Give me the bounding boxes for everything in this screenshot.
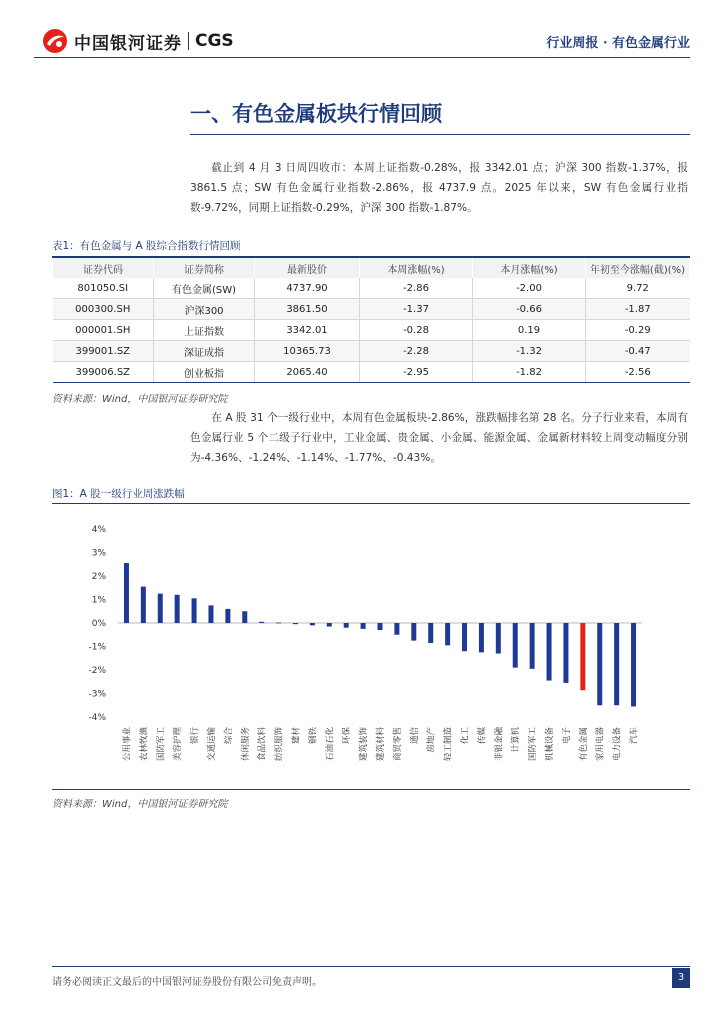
summary-paragraph: 截止到 4 月 3 日周四收市：本周上证指数-0.28%，报 3342.01 点；沪深 300 指数-1.37%，报 3861.5 点；SW 有色金属行业指数-2.86%，报 4737.9 点。2025 年以来，SW 有色金属行业指数-9.72%，同期上证指数-0.29%，沪深 300 指数-1.87%。 [190, 162, 688, 214]
table-cell: 深证成指 [154, 341, 255, 362]
chart-bar [361, 623, 366, 629]
table-cell: -2.56 [586, 362, 690, 383]
x-tick-label: 轻工制造 [443, 727, 454, 762]
chart-bar [513, 623, 518, 668]
page-number: 3 [672, 968, 690, 988]
x-tick-label: 非银金融 [494, 727, 505, 762]
logo-chinese-name: 中国银河证券 [74, 33, 182, 54]
table-cell: -1.82 [473, 362, 586, 383]
y-tick-label: 3% [91, 548, 106, 559]
table-cell: -2.28 [360, 341, 473, 362]
y-tick-label: -2% [88, 666, 106, 676]
table-cell: 801050.SI [53, 278, 154, 299]
table-cell: 3861.50 [255, 299, 360, 320]
table-cell: -0.29 [586, 320, 690, 341]
chart-bar [124, 563, 129, 623]
chart-bar [310, 623, 315, 625]
x-tick-label: 汽车 [629, 727, 640, 745]
table-cell: 0.19 [473, 320, 586, 341]
x-tick-label: 交通运输 [206, 727, 217, 762]
y-tick-label: 1% [91, 595, 106, 606]
chart-bar [547, 623, 552, 681]
y-tick-label: -1% [88, 642, 106, 653]
table-row [53, 362, 690, 383]
x-tick-label: 商贸零售 [392, 727, 403, 762]
chart-bar [411, 623, 416, 641]
x-tick-label: 建筑材料 [376, 727, 386, 762]
figure-caption: 图1：A 股一级行业周涨跌幅 [52, 488, 185, 500]
table-cell: -0.66 [473, 299, 586, 320]
x-tick-label: 通信 [409, 727, 420, 745]
figure-source: 资料来源：Wind，中国银河证券研究院 [52, 799, 228, 810]
table-cell: -1.32 [473, 341, 586, 362]
x-tick-label: 房地产 [426, 727, 437, 753]
x-tick-label: 纺织服饰 [274, 727, 285, 762]
x-tick-label: 国防军工 [156, 727, 167, 762]
table-cell: 4737.90 [255, 278, 360, 299]
chart-bar [141, 587, 146, 623]
figure-top-rule [52, 503, 690, 504]
chart-bar [158, 594, 163, 623]
chart-bar [344, 623, 349, 628]
table-header-cell: 本月涨幅(%) [473, 257, 586, 278]
chart-bar [631, 623, 636, 706]
table-cell: 10365.73 [255, 341, 360, 362]
table-cell: -1.87 [586, 299, 690, 320]
x-tick-label: 电力设备 [612, 727, 623, 762]
x-tick-label: 建材 [291, 727, 302, 745]
footer-disclaimer: 请务必阅读正文最后的中国银河证券股份有限公司免责声明。 [52, 977, 322, 988]
table-header-cell: 年初至今涨幅(截)(%) [586, 257, 690, 278]
chart-bar [563, 623, 568, 683]
y-tick-label: 2% [91, 572, 106, 582]
table-cell: -2.86 [360, 278, 473, 299]
x-tick-label: 环保 [342, 727, 353, 745]
section-title-rule [190, 134, 690, 135]
x-tick-label: 有色金属 [578, 727, 589, 762]
y-tick-label: 4% [91, 525, 106, 535]
table-cell: -2.00 [473, 278, 586, 299]
table-cell: 9.72 [586, 278, 690, 299]
chart-bar [327, 623, 332, 627]
table-caption: 表1：有色金属与 A 股综合指数行情回顾 [52, 240, 241, 252]
header-divider [34, 57, 690, 58]
table-cell: 2065.40 [255, 362, 360, 383]
industry-weekly-change-chart [52, 505, 690, 790]
y-tick-label: 0% [91, 619, 106, 629]
figure-bottom-rule [52, 789, 690, 790]
chart-bar [394, 623, 399, 635]
table-cell: -0.47 [586, 341, 690, 362]
chart-bar [530, 623, 535, 669]
x-tick-label: 家用电器 [595, 727, 606, 762]
chart-bar [378, 623, 383, 630]
table-cell: 399006.SZ [53, 362, 154, 383]
chart-bar [259, 622, 264, 623]
logo-english-name: CGS [195, 31, 234, 51]
chart-bar [175, 595, 180, 623]
table-source: 资料来源：Wind，中国银河证券研究院 [52, 394, 228, 405]
chart-bar [597, 623, 602, 705]
chart-bar [192, 598, 197, 623]
chart-bar [496, 623, 501, 654]
table-row [53, 278, 690, 299]
x-tick-label: 食品饮料 [257, 727, 268, 762]
y-tick-label: -4% [88, 713, 106, 723]
chart-bar [225, 609, 230, 623]
table-header-row [53, 257, 690, 278]
page-header [0, 0, 724, 70]
x-tick-label: 国防军工 [528, 727, 539, 762]
x-tick-label: 石油石化 [325, 727, 336, 762]
table-cell: -0.28 [360, 320, 473, 341]
table-cell: 000001.SH [53, 320, 154, 341]
market-review-table [52, 256, 690, 383]
footer-divider [52, 966, 690, 967]
brand-logo [42, 28, 234, 54]
chart-bar [208, 605, 213, 623]
section-title: 一、有色金属板块行情回顾 [190, 101, 442, 126]
industry-paragraph: 在 A 股 31 个一级行业中，本周有色金属板块-2.86%，涨跌幅排名第 28 名。分子行业来看，本周有色金属行业 5 个二级子行业中，工业金属、贵金属、小金属、能源金属、金属新材料较上周变动幅度分别为-4.36%、-1.24%、-1.14%、-1.77%、-0.43%。 [190, 412, 688, 464]
chart-bar [614, 623, 619, 705]
table-row [53, 320, 690, 341]
x-tick-label: 休闲服务 [240, 727, 251, 762]
chart-bar [293, 623, 298, 624]
x-tick-label: 综合 [223, 727, 234, 745]
x-tick-label: 建筑装饰 [359, 727, 370, 762]
x-tick-label: 计算机 [511, 727, 522, 753]
chart-bar [276, 623, 281, 624]
table-row [53, 341, 690, 362]
chart-bar [242, 611, 247, 623]
table-header-cell: 本周涨幅(%) [360, 257, 473, 278]
table-cell: -2.95 [360, 362, 473, 383]
table-cell: 沪深300 [154, 299, 255, 320]
x-tick-label: 公用事业 [122, 727, 133, 762]
chart-bar [580, 623, 585, 690]
chart-bar [462, 623, 467, 651]
logo-separator [188, 32, 189, 50]
table-header-cell: 证券简称 [154, 257, 255, 278]
x-tick-label: 化工 [460, 727, 471, 745]
y-tick-label: -3% [88, 689, 106, 700]
table-cell: 000300.SH [53, 299, 154, 320]
table-row [53, 299, 690, 320]
report-type: 行业周报 · 有色金属行业 [546, 36, 690, 51]
table-cell: 3342.01 [255, 320, 360, 341]
table-cell: 创业板指 [154, 362, 255, 383]
x-tick-label: 银行 [190, 727, 201, 745]
x-tick-label: 美容护理 [173, 727, 184, 762]
table-cell: -1.37 [360, 299, 473, 320]
chart-bar [428, 623, 433, 643]
chart-bar [479, 623, 484, 652]
x-tick-label: 机械设备 [545, 727, 556, 762]
table-header-cell: 证券代码 [53, 257, 154, 278]
x-tick-label: 钢铁 [308, 727, 319, 745]
table-cell: 399001.SZ [53, 341, 154, 362]
chart-bar [445, 623, 450, 645]
x-tick-label: 农林牧渔 [139, 727, 150, 762]
x-tick-label: 电子 [561, 727, 572, 745]
table-cell: 有色金属(SW) [154, 278, 255, 299]
table-cell: 上证指数 [154, 320, 255, 341]
galaxy-logo-icon [42, 28, 68, 54]
table-header-cell: 最新股价 [255, 257, 360, 278]
x-tick-label: 传媒 [477, 727, 488, 745]
